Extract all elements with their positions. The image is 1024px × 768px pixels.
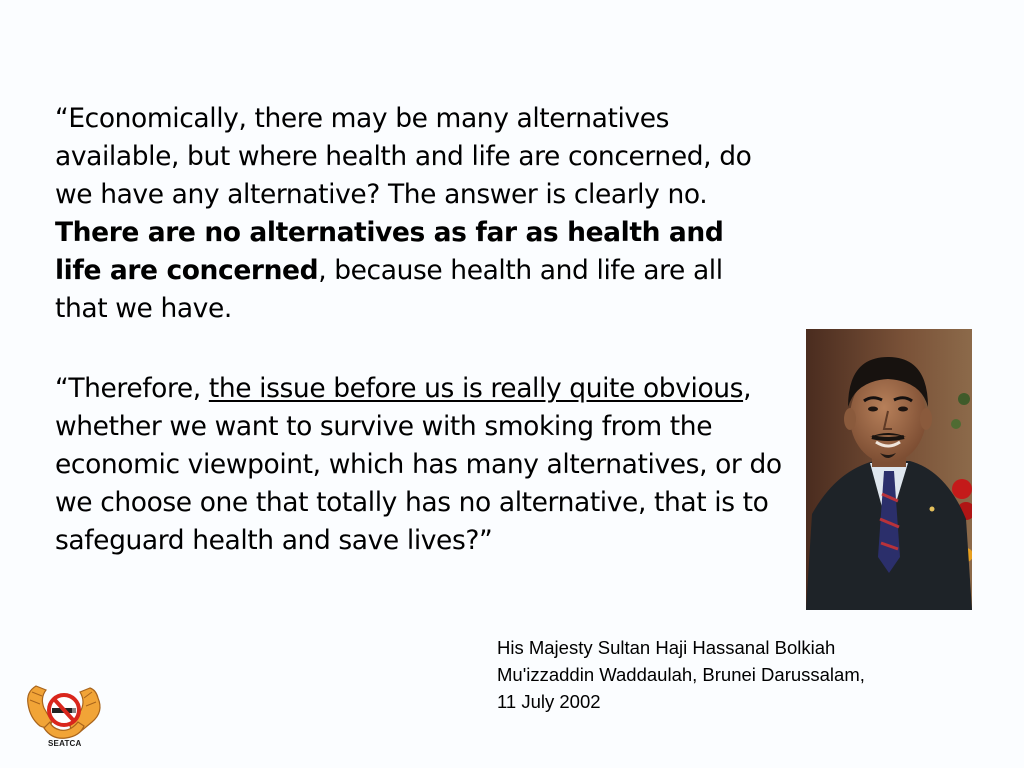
- attribution-line-3: 11 July 2002: [497, 691, 601, 712]
- sultan-portrait-photo: [806, 329, 972, 610]
- quote-paragraph-1: [55, 100, 775, 328]
- seatca-logo-text: SEATCA: [48, 739, 82, 748]
- quote-2-text-start: “Therefore,: [55, 373, 209, 404]
- quote-1-text-end: , because health and life are all that we have.: [55, 255, 723, 324]
- quote-paragraph-2: [55, 370, 790, 560]
- seatca-logo: [22, 678, 106, 752]
- quote-2-text-end: , whether we want to survive with smoking from the economic viewpoint, which has many alternatives, or do we choose one that totally has no alternative, that is to safeguard health and save lives?”: [55, 373, 782, 556]
- quote-1-text-start: “Economically, there may be many alternatives available, but where health and life are concerned, do we have any alternative? The answer is clearly no.: [55, 103, 752, 210]
- attribution-line-2: Mu'izzaddin Waddaulah, Brunei Darussalam,: [497, 664, 865, 685]
- quote-attribution: [497, 634, 967, 715]
- quote-1-emphasis: There are no alternatives as far as health and life are concerned: [55, 217, 724, 286]
- quote-2-underlined: the issue before us is really quite obvious: [208, 373, 744, 404]
- attribution-line-1: His Majesty Sultan Haji Hassanal Bolkiah: [497, 637, 836, 658]
